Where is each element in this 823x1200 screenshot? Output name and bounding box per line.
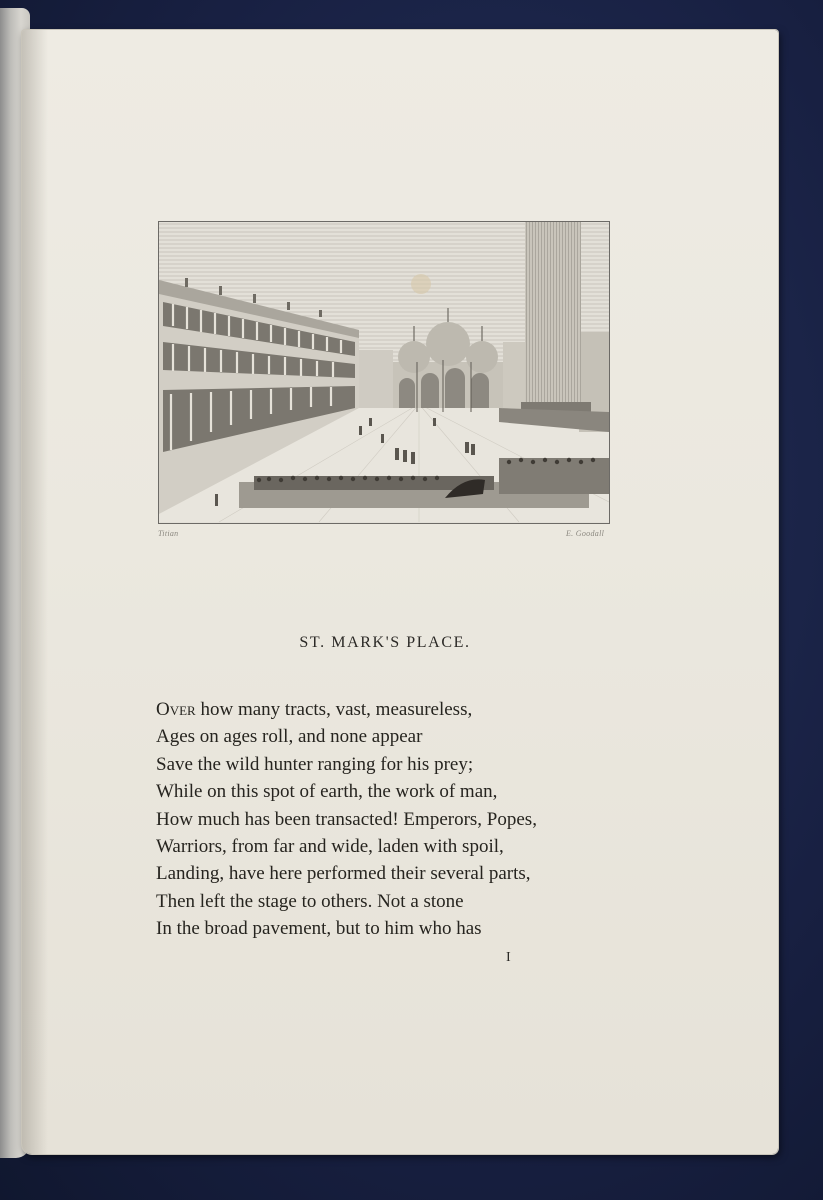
poem-line: How much has been transacted! Emperors, Popes, <box>156 808 537 830</box>
poem-first-line-rest: how many tracts, vast, measureless, <box>195 699 473 720</box>
poem-line <box>156 696 656 723</box>
poem-text <box>156 696 656 943</box>
poem-first-word: Over <box>156 699 196 720</box>
engraving-credit-left: Titian <box>158 529 179 538</box>
poem-line: While on this spot of earth, the work of man, <box>156 781 498 803</box>
poem-line: Then left the stage to others. Not a stone <box>156 890 464 912</box>
st-marks-square-engraving <box>159 222 609 523</box>
poem-title: ST. MARK'S PLACE. <box>299 634 471 651</box>
poem-line: Warriors, from far and wide, laden with spoil, <box>156 836 504 858</box>
poem-line: Ages on ages roll, and none appear <box>156 726 423 748</box>
engraving-credit-right: E. Goodall <box>566 529 605 538</box>
poem-line: Save the wild hunter ranging for his prey; <box>156 753 474 775</box>
engraving-plate <box>158 221 610 524</box>
poem-line: In the broad pavement, but to him who has <box>156 918 482 940</box>
book-page <box>22 30 778 1154</box>
page-number: I <box>506 950 511 965</box>
poem-line: Landing, have here performed their several parts, <box>156 863 531 885</box>
